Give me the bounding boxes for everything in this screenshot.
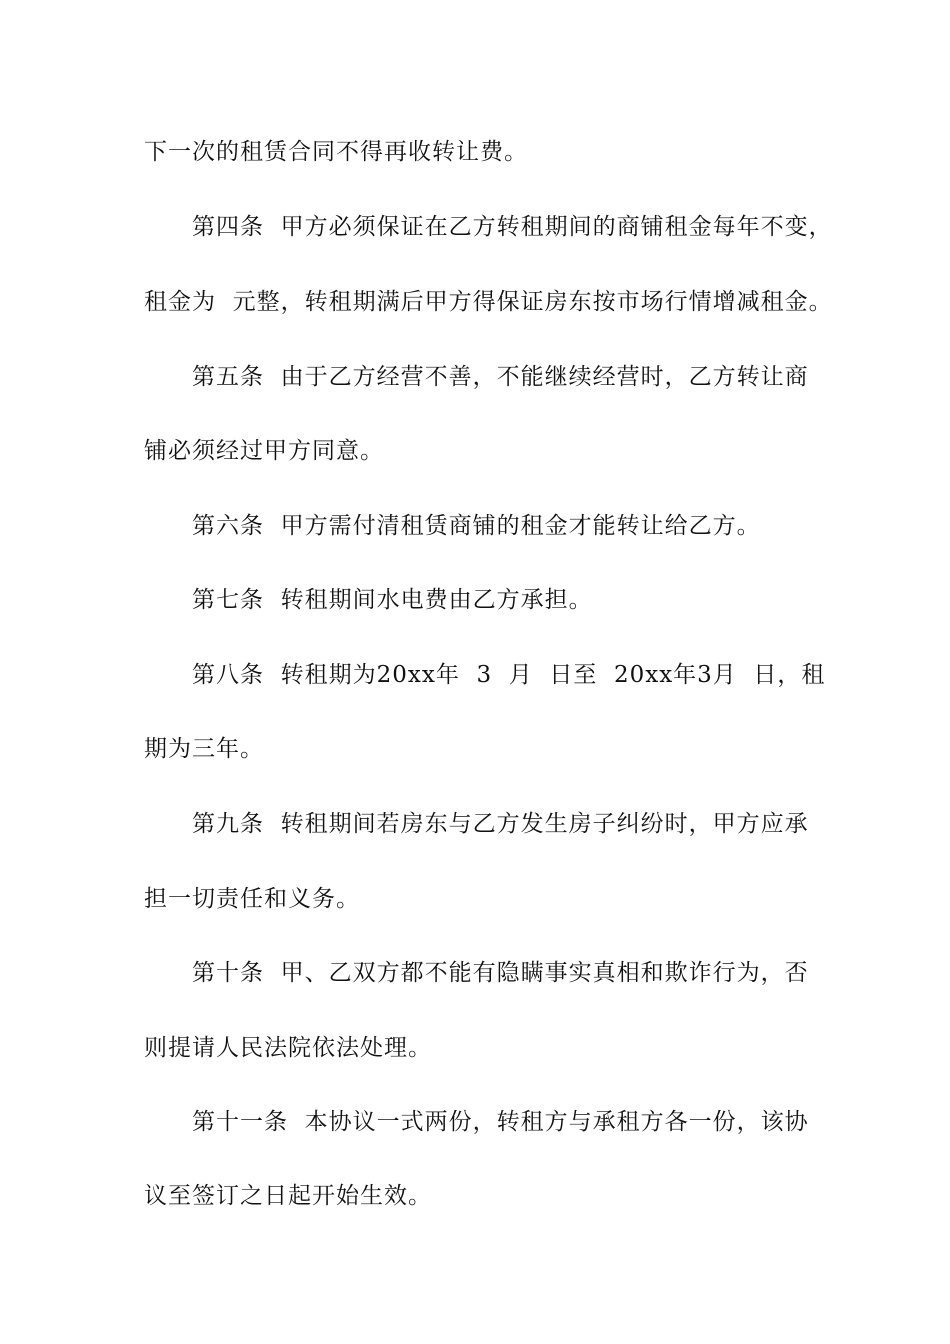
paragraph-line: 第七条 转租期间水电费由乙方承担。 (192, 587, 593, 613)
paragraph-line: 第四条 甲方必须保证在乙方转租期间的商铺租金每年不变， (192, 214, 833, 240)
paragraph-line: 第五条 由于乙方经营不善，不能继续经营时，乙方转让商 (192, 364, 809, 390)
paragraph-line: 担一切责任和义务。 (144, 886, 360, 912)
paragraph-line: 第十一条 本协议一式两份，转租方与承租方各一份，该协 (192, 1109, 809, 1135)
paragraph-line: 期为三年。 (144, 736, 264, 762)
paragraph-line: 铺必须经过甲方同意。 (144, 438, 384, 464)
paragraph-line: 第八条 转租期为20xx年 3 月 日至 20xx年3月 日，租 (192, 662, 826, 688)
paragraph-line: 第十条 甲、乙双方都不能有隐瞒事实真相和欺诈行为，否 (192, 960, 809, 986)
paragraph-line: 第九条 转租期间若房东与乙方发生房子纠纷时，甲方应承 (192, 811, 809, 837)
paragraph-line: 第六条 甲方需付清租赁商铺的租金才能转让给乙方。 (192, 513, 761, 539)
paragraph-line: 下一次的租赁合同不得再收转让费。 (144, 139, 528, 165)
paragraph-line: 租金为 元整，转租期满后甲方得保证房东按市场行情增减租金。 (144, 289, 833, 315)
paragraph-line: 议至签订之日起开始生效。 (144, 1183, 432, 1209)
paragraph-line: 则提请人民法院依法处理。 (144, 1035, 432, 1061)
